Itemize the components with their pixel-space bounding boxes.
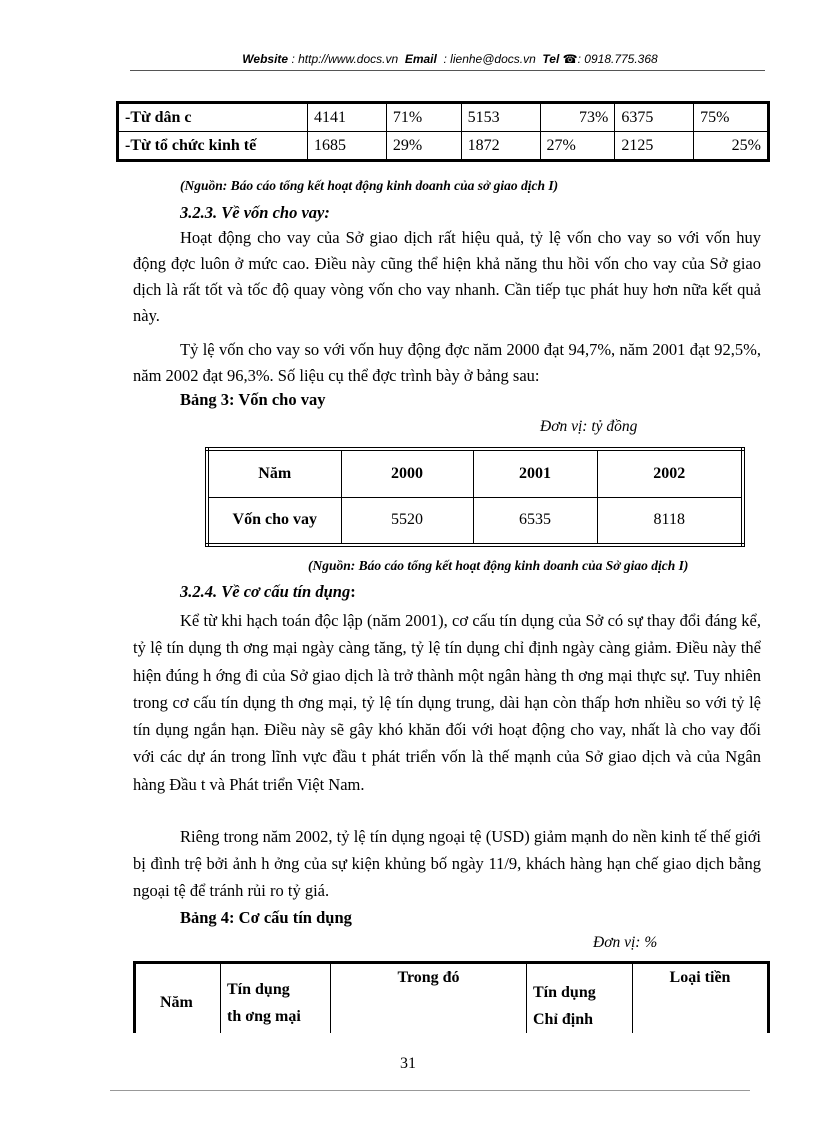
paragraph: Riêng trong năm 2002, tỷ lệ tín dụng ngoại tệ (USD) giảm mạnh do nền kinh tế thế giới bị đình trệ bởi ảnh h ởng của sự kiện khủng bố ngày 11/9, khách hàng hạn chế giao dịch bằng ngoại tệ để tránh rủi ro tỷ giá. [133,827,761,900]
section-heading-text: 3.2.4. Về cơ cấu tín dụng [180,582,351,601]
footer-divider [110,1090,750,1091]
header-line: th ơng mại [227,1008,301,1025]
table-cell: 27% [540,132,615,161]
section-heading-colon: : [350,582,356,601]
table-cell: 1685 [308,132,387,161]
column-header-designated-credit [527,963,633,1034]
table-cell: 5153 [461,103,540,132]
email-value[interactable]: : lienhe@docs.vn [443,52,536,66]
credit-structure-table [133,961,770,1033]
table-cell: 75% [694,103,769,132]
source-note: (Nguồn: Báo cáo tổng kết hoạt động kinh doanh của Sở giao dịch I) [308,558,689,573]
loan-capital-table [205,447,745,547]
website-label: Website [242,52,289,66]
header-line: Tín dụng [533,984,596,1001]
header-line: Tín dụng [227,981,290,998]
table-cell: 6535 [473,497,597,545]
column-header: Năm [207,449,341,497]
tel-value: : 0918.775.368 [577,52,658,66]
paragraph: Hoạt động cho vay của Sở giao dịch rất hiệu quả, tỷ lệ vốn cho vay so với vốn huy động đợc luôn ở mức cao. Điều này cũng thể hiện khả năng thu hồi vốn cho vay của Sở giao dịch là rất tốt và tốc độ quay vòng vốn cho vay nhanh. Cần tiếp tục phát huy hơn nữa kết quả này. [133,228,761,325]
table-cell: 6375 [615,103,694,132]
capital-source-table [116,101,770,162]
table-cell: 29% [386,132,461,161]
table-cell: 2125 [615,132,694,161]
paragraph: Kể từ khi hạch toán độc lập (năm 2001), cơ cấu tín dụng của Sở có sự thay đổi đáng kể, tỷ lệ tín dụng th ơng mại ngày càng tăng, tỷ lệ tín dụng chỉ định ngày càng giảm. Điều này thể hiện đúng h ớng đi của Sở giao dịch là trở thành một ngân hàng th ơng mại thực sự. Tuy nhiên trong cơ cấu tín dụng th ơng mại, tỷ lệ tín dụng trung, dài hạn còn thấp hơn nhiều so với tỷ lệ tín dụng ngắn hạn. Điều này sẽ gây khó khăn đối với hoạt động cho vay, nhất là cho vay đối với các dự án trong lĩnh vực đầu t phát triển vốn là thế mạnh của Sở giao dịch và của Ngân hàng Đầu t và Phát triển Việt Nam. [133,611,761,794]
table-cell: 25% [694,132,769,161]
table-row [118,132,769,161]
table-header-row [207,449,743,497]
email-label: Email [404,52,437,66]
table4-unit: Đơn vị: % [593,934,658,951]
column-header-year: Năm [135,963,221,1034]
table-cell: 1872 [461,132,540,161]
website-url[interactable]: : http://www.docs.vn [291,52,399,66]
table-cell: 5520 [341,497,473,545]
column-header: 2000 [341,449,473,497]
page-header [130,52,770,66]
section-heading-323: 3.2.3. Về vốn cho vay: [180,203,330,222]
table-cell: 4141 [308,103,387,132]
header-line: Chỉ định [533,1011,594,1028]
table3-unit: Đơn vị: tỷ đồng [540,418,638,435]
column-header: 2002 [597,449,743,497]
table-cell: 73% [540,103,615,132]
section-heading-324 [180,582,356,602]
source-note: (Nguồn: Báo cáo tổng kết hoạt động kinh doanh của sở giao dịch I) [180,178,559,193]
column-header: 2001 [473,449,597,497]
column-header-of-which: Trong đó [331,963,527,1034]
table-cell: 71% [386,103,461,132]
phone-icon: ☎ [562,52,578,66]
row-label: -Từ dân c [118,103,308,132]
table-row [207,497,743,545]
header-divider [130,70,765,71]
row-label: Vốn cho vay [207,497,341,545]
paragraph: Tỷ lệ vốn cho vay so với vốn huy động đợc năm 2000 đạt 94,7%, năm 2001 đạt 92,5%, năm 2002 đạt 96,3%. Số liệu cụ thể đợc trình bày ở bảng sau: [133,340,761,385]
column-header-commercial-credit [221,963,331,1034]
table3-caption: Bảng 3: Vốn cho vay [180,390,326,409]
table-header-row [135,963,769,1034]
page-number: 31 [400,1055,416,1072]
tel-label: Tel [542,52,560,66]
table4-caption: Bảng 4: Cơ cấu tín dụng [180,908,352,927]
column-header-currency-type: Loại tiền [633,963,769,1034]
table-cell: 8118 [597,497,743,545]
row-label: -Từ tổ chức kinh tế [118,132,308,161]
table-row [118,103,769,132]
